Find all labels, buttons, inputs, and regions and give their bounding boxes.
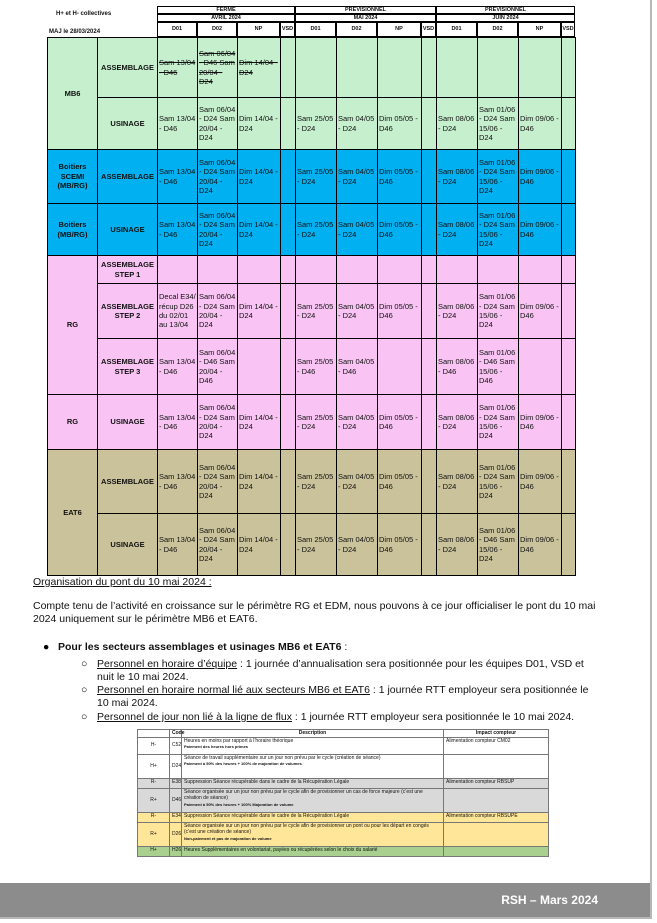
cell-apr-np: Dim 14/04 - D24 (238, 150, 281, 204)
cell-empty (238, 256, 281, 284)
proc-usinage: USINAGE (98, 514, 158, 576)
legend-sign: R+ (138, 788, 170, 812)
cell-may-d02: Sam 04/05 - D46 (337, 339, 378, 395)
cell-jun-d02: Sam 01/06 - D24 Sam 15/06 - D24 (478, 204, 519, 256)
header-update-date: MAJ le 28/03/2024 (49, 29, 101, 35)
legend-header-impact: Impact compteur (444, 730, 549, 738)
intro-paragraph: Compte tenu de l’activité en croissance sur le périmètre RG et EDM, nous pouvons à ce jour officialiser le pont du 10 mai 2024 uniquement sur le périmètre MB6 et EAT6. (33, 600, 596, 625)
cell-empty (562, 150, 576, 204)
table-row (48, 204, 576, 256)
cell-empty (238, 339, 281, 395)
cell-empty (562, 395, 576, 450)
block-june-month: JUIN 2024 (436, 14, 575, 22)
cell-apr-d02: Sam 06/04 - D24 Sam 20/04 - D24 (198, 98, 238, 150)
legend-impact: Alimentation compteur RBSUPE (444, 812, 549, 822)
cell-may-d02: Sam 04/05 - D24 (337, 514, 378, 576)
cell-apr-d02: Sam 06/04 - D24 Sam 20/04 - D24 (198, 284, 238, 339)
legend-desc (182, 788, 444, 812)
cell-empty (281, 98, 296, 150)
cell-empty (519, 38, 562, 98)
legend-sign: H- (138, 737, 170, 754)
cell-empty (519, 256, 562, 284)
table-row (48, 395, 576, 450)
bullet-dot: ● (43, 641, 50, 653)
cell-empty (562, 450, 576, 514)
legend-sign: R- (138, 778, 170, 788)
cell-empty (422, 395, 437, 450)
legend-impact (444, 754, 549, 778)
table-row (48, 150, 576, 204)
cell-apr-d02: Sam 06/04 - D24 Sam 20/04 - D24 (198, 450, 238, 514)
legend-desc: Suppression Séance récupérable dans le cadre de la Récupération Légale (182, 812, 444, 822)
legend-row (138, 822, 549, 846)
header-title: H+ et H- collectives (56, 11, 112, 17)
group-mb6: MB6 (48, 38, 98, 150)
cell-empty (422, 150, 437, 204)
cell-empty (296, 256, 337, 284)
cell-empty (562, 284, 576, 339)
col-may-np: NP (377, 22, 421, 37)
cell-may-np: Dim 05/05 - D46 (378, 204, 422, 256)
legend-code: D46 (170, 788, 182, 812)
cell-empty (422, 256, 437, 284)
schedule-table (47, 37, 576, 576)
cell-empty (422, 38, 437, 98)
legend-sign: R+ (138, 822, 170, 846)
legend-row (138, 788, 549, 812)
cell-apr-d01: Decal E34/ récup D26 du 02/01 au 13/04 (158, 284, 198, 339)
legend-desc (182, 737, 444, 754)
legend-code: D26 (170, 822, 182, 846)
sub-bullet-circle: ○ (81, 658, 88, 670)
sub-bullet-3-text: : 1 journée RTT employeur sera positionnée le 10 mai 2024. (291, 711, 575, 723)
cell-empty (562, 256, 576, 284)
sub-bullet-2-text: : 1 journée RTT employeur sera positionnée le 10 mai 2024. (97, 684, 589, 709)
cell-empty (422, 514, 437, 576)
legend-header-desc: Description (182, 730, 444, 738)
cell-may-d01: Sam 25/05 - D24 (296, 284, 337, 339)
legend-note: Paiement des heures hors primes (184, 744, 249, 749)
cell-apr-d01: Sam 13/04 - D46 (158, 98, 198, 150)
cell-apr-np: Dim 14/04 - D24 (238, 98, 281, 150)
cell-empty (281, 339, 296, 395)
proc-assemblage: ASSEMBLAGE (98, 150, 158, 204)
legend-desc-text: Séance organisée sur un jour non prévu par le cycle afin de provisionner un cas de force majeure (c’est une création de séance) (184, 788, 423, 801)
cell-empty (562, 38, 576, 98)
cell-empty (562, 339, 576, 395)
cell-empty (281, 514, 296, 576)
cell-empty (281, 150, 296, 204)
cell-apr-d01: Sam 13/04 - D46 (158, 150, 198, 204)
cell-may-d02: Sam 04/05 - D24 (337, 150, 378, 204)
cell-jun-np: Dim 09/06 - D46 (519, 204, 562, 256)
cell-may-d01: Sam 25/05 - D24 (296, 204, 337, 256)
cell-jun-np: Dim 09/06 - D46 (519, 284, 562, 339)
legend-desc-text: Séance de travail supplémentaire sur un jour non prévu par le cycle (création de séance) (184, 754, 381, 761)
cell-empty (198, 256, 238, 284)
cell-empty (478, 256, 519, 284)
cell-empty (296, 38, 337, 98)
cell-empty (378, 38, 422, 98)
cell-empty (422, 284, 437, 339)
cell-empty (422, 339, 437, 395)
legend-desc: Heures Supplémentaires en volontariat, payées ou récupérées selon le choix du salarié (182, 846, 444, 856)
legend-impact: Alimentation compteur RBSUP (444, 778, 549, 788)
legend-note: Non-paiement et pas de majoration de volume (184, 835, 272, 841)
legend-desc (182, 754, 444, 778)
cell-apr-d01: Sam 13/04 - D46 (158, 395, 198, 450)
cell-jun-d02: Sam 01/06 - D24 Sam 15/06 - D24 (478, 150, 519, 204)
cell-apr-d01: Sam 13/04 - D46 (158, 38, 198, 98)
sub-bullet-1-label: Personnel en horaire d’équipe (97, 658, 238, 670)
cell-jun-np: Dim 09/06 - D46 (519, 395, 562, 450)
legend-impact (444, 846, 549, 856)
proc-step1: ASSEMBLAGE STEP 1 (98, 256, 158, 284)
cell-apr-np: Dim 14/04 - D24 (238, 204, 281, 256)
cell-empty (158, 256, 198, 284)
sub-bullet-1-text: : 1 journée d’annualisation sera positionnée pour les équipes D01, VSD et nuit le 10 mai 2024. (97, 658, 584, 683)
cell-empty (562, 204, 576, 256)
legend-sign: R- (138, 812, 170, 822)
col-apr-d02: D02 (197, 22, 237, 37)
block-may-status: PREVISIONNEL (295, 6, 436, 14)
legend-impact (444, 788, 549, 812)
proc-usinage: USINAGE (98, 98, 158, 150)
block-april-status: FERME (157, 6, 295, 14)
group-mbrg: Boitiers (MB/RG) (48, 204, 98, 256)
cell-may-d02: Sam 04/05 - D24 (337, 395, 378, 450)
cell-apr-d01: Sam 13/04 - D46 (158, 204, 198, 256)
cell-empty (422, 98, 437, 150)
cell-may-np: Dim 05/05 - D46 (378, 514, 422, 576)
legend-code: E34 (170, 812, 182, 822)
cell-jun-d02: Sam 01/06 - D24 Sam 15/06 - D24 (478, 395, 519, 450)
cell-apr-np: Dim 14/04 - D24 (238, 395, 281, 450)
cell-empty (281, 256, 296, 284)
table-row (48, 514, 576, 576)
cell-may-d01: Sam 25/05 - D24 (296, 395, 337, 450)
col-may-vsd: VSD (421, 22, 436, 37)
cell-jun-d01: Sam 08/06 - D24 (437, 284, 478, 339)
cell-jun-d02: Sam 01/06 - D24 Sam 15/06 - D24 (478, 450, 519, 514)
legend-row (138, 754, 549, 778)
legend-code: H26 (170, 846, 182, 856)
cell-empty (562, 514, 576, 576)
legend-code: D24 (170, 754, 182, 778)
cell-jun-d02: Sam 01/06 - D24 Sam 15/06 - D24 (478, 98, 519, 150)
cell-jun-np: Dim 09/06 - D46 (519, 450, 562, 514)
cell-empty (281, 450, 296, 514)
sub-bullet-circle: ○ (81, 711, 88, 723)
footer-text: RSH – Mars 2024 (501, 893, 598, 907)
cell-empty (378, 256, 422, 284)
cell-jun-np: Dim 09/06 - D46 (519, 98, 562, 150)
legend-row (138, 846, 549, 856)
table-row (48, 256, 576, 284)
cell-empty (422, 450, 437, 514)
page-footer (0, 883, 650, 917)
proc-step3: ASSEMBLAGE STEP 3 (98, 339, 158, 395)
proc-usinage: USINAGE (98, 204, 158, 256)
bullet-title-suffix: : (341, 641, 348, 653)
cell-may-d02: Sam 04/05 - D24 (337, 204, 378, 256)
cell-empty (281, 204, 296, 256)
cell-empty (281, 395, 296, 450)
legend-impact: Alimentation compteur CM02 (444, 737, 549, 754)
group-rg: RG (48, 256, 98, 395)
cell-apr-d02: Sam 06/04 - D24 Sam 20/04 - D24 (198, 150, 238, 204)
legend-impact (444, 822, 549, 846)
cell-may-d02: Sam 04/05 - D24 (337, 450, 378, 514)
section-heading: Organisation du pont du 10 mai 2024 : (33, 576, 212, 588)
cell-may-d01: Sam 25/05 - D24 (296, 514, 337, 576)
cell-jun-d01: Sam 08/06 - D24 (437, 514, 478, 576)
col-jun-d02: D02 (477, 22, 518, 37)
legend-table (137, 729, 549, 857)
legend-sign: H+ (138, 754, 170, 778)
legend-desc-text: Heures en moins par rapport à l’horaire théorique (184, 737, 294, 744)
col-jun-vsd: VSD (561, 22, 575, 37)
block-june-status: PREVISIONNEL (436, 6, 575, 14)
cell-jun-np: Dim 09/06 - D46 (519, 514, 562, 576)
cell-may-np: Dim 05/05 - D46 (378, 284, 422, 339)
cell-may-np: Dim 05/05 - D46 (378, 395, 422, 450)
cell-may-d02: Sam 04/05 - D24 (337, 98, 378, 150)
cell-may-np: Dim 05/05 - D46 (378, 150, 422, 204)
cell-may-d01: Sam 25/05 - D24 (296, 98, 337, 150)
group-eat6: EAT6 (48, 450, 98, 576)
col-may-d01: D01 (295, 22, 336, 37)
cell-jun-d01: Sam 08/06 - D24 (437, 450, 478, 514)
legend-desc: Suppression Séance récupérable dans le cadre de la Récupération Légale (182, 778, 444, 788)
cell-apr-np: Dim 14/04 - D24 (238, 284, 281, 339)
cell-jun-d01: Sam 08/06 - D24 (437, 150, 478, 204)
proc-assemblage: ASSEMBLAGE (98, 450, 158, 514)
cell-apr-d01: Sam 13/04 - D46 (158, 450, 198, 514)
cell-empty (422, 204, 437, 256)
table-row (48, 284, 576, 339)
cell-may-d02: Sam 04/05 - D24 (337, 284, 378, 339)
legend-row (138, 812, 549, 822)
cell-empty (337, 38, 378, 98)
cell-jun-d02: Sam 01/06 - D46 Sam 15/06 - D46 (478, 339, 519, 395)
cell-empty (281, 284, 296, 339)
proc-step2: ASSEMBLAGE STEP 2 (98, 284, 158, 339)
cell-empty (437, 38, 478, 98)
legend-code: C52 (170, 737, 182, 754)
block-may-month: MAI 2024 (295, 14, 436, 22)
sub-bullet-3 (97, 711, 602, 724)
cell-jun-np: Dim 09/06 - D46 (519, 150, 562, 204)
sub-bullet-1 (97, 658, 602, 684)
cell-empty (562, 98, 576, 150)
legend-header-blank (138, 730, 170, 738)
table-row (48, 38, 576, 98)
block-april-month: AVRIL 2024 (157, 14, 295, 22)
cell-may-np: Dim 05/05 - D46 (378, 98, 422, 150)
cell-may-d01: Sam 25/05 - D24 (296, 450, 337, 514)
col-apr-d01: D01 (157, 22, 197, 37)
bullet-title (58, 641, 347, 654)
cell-jun-d01: Sam 08/06 - D24 (437, 204, 478, 256)
legend-desc-text: Séance organisée sur un jour non prévu par le cycle afin de provisionner un pont ou pour les départ en congés (c’est une création de séance) (184, 822, 429, 835)
group-scemi: Boitiers SCEMI (MB/RG) (48, 150, 98, 204)
col-may-d02: D02 (336, 22, 377, 37)
cell-jun-d02: Sam 01/06 - D46 Sam 15/06 - D24 (478, 514, 519, 576)
legend-header-code: Code (170, 730, 182, 738)
cell-apr-d02: Sam 06/04 - D24 Sam 20/04 - D24 (198, 395, 238, 450)
sub-bullet-2-label: Personnel en horaire normal lié aux secteurs MB6 et EAT6 (97, 684, 370, 696)
table-row (48, 450, 576, 514)
cell-empty (519, 339, 562, 395)
cell-empty (437, 256, 478, 284)
col-jun-d01: D01 (436, 22, 477, 37)
col-apr-np: NP (237, 22, 280, 37)
cell-jun-d01: Sam 08/06 - D46 (437, 339, 478, 395)
col-jun-np: NP (518, 22, 561, 37)
legend-desc (182, 822, 444, 846)
cell-apr-np: Dim 14/04 - D24 (238, 450, 281, 514)
cell-empty (378, 339, 422, 395)
legend-code: E38 (170, 778, 182, 788)
cell-apr-d02: Sam 06/04 - D24 Sam 20/04 - D24 (198, 514, 238, 576)
group-rg-usinage: RG (48, 395, 98, 450)
table-row (48, 339, 576, 395)
cell-empty (337, 256, 378, 284)
cell-may-np: Dim 05/05 - D46 (378, 450, 422, 514)
cell-apr-d02: Sam 06/04 - D46 Sam 20/04 - D24 (198, 38, 238, 98)
cell-apr-d02: Sam 06/04 - D24 Sam 20/04 - D24 (198, 204, 238, 256)
proc-usinage: USINAGE (98, 395, 158, 450)
sub-bullet-3-label: Personnel de jour non lié à la ligne de flux (97, 711, 292, 723)
cell-jun-d01: Sam 08/06 - D24 (437, 98, 478, 150)
cell-jun-d01: Sam 08/06 - D24 (437, 395, 478, 450)
proc-assemblage: ASSEMBLAGE (98, 38, 158, 98)
cell-apr-d02: Sam 06/04 - D46 Sam 20/04 - D46 (198, 339, 238, 395)
bullet-title-text: Pour les secteurs assemblages et usinages MB6 et EAT6 (58, 641, 342, 653)
legend-note: Paiement à 50% des heures + 100% de majoration de volumes (184, 761, 302, 766)
cell-may-d01: Sam 25/05 - D46 (296, 339, 337, 395)
legend-row (138, 737, 549, 754)
cell-may-d01: Sam 25/05 - D24 (296, 150, 337, 204)
legend-sign: H+ (138, 846, 170, 856)
cell-empty (281, 38, 296, 98)
col-apr-vsd: VSD (280, 22, 295, 37)
cell-apr-d01: Sam 13/04 - D46 (158, 514, 198, 576)
table-row (48, 98, 576, 150)
cell-empty (478, 38, 519, 98)
cell-jun-d02: Sam 01/06 - D24 Sam 15/06 - D24 (478, 284, 519, 339)
legend-note: Paiement à 50% des heures + 100% Majoration de volume (184, 801, 294, 807)
cell-apr-np: Dim 14/04 - D24 (238, 38, 281, 98)
legend-row (138, 778, 549, 788)
cell-apr-d01: Sam 13/04 - D46 (158, 339, 198, 395)
legend-header-row (138, 730, 549, 738)
sub-bullet-circle: ○ (81, 684, 88, 696)
cell-apr-np: Dim 14/04 - D24 (238, 514, 281, 576)
sub-bullet-2 (97, 684, 602, 710)
